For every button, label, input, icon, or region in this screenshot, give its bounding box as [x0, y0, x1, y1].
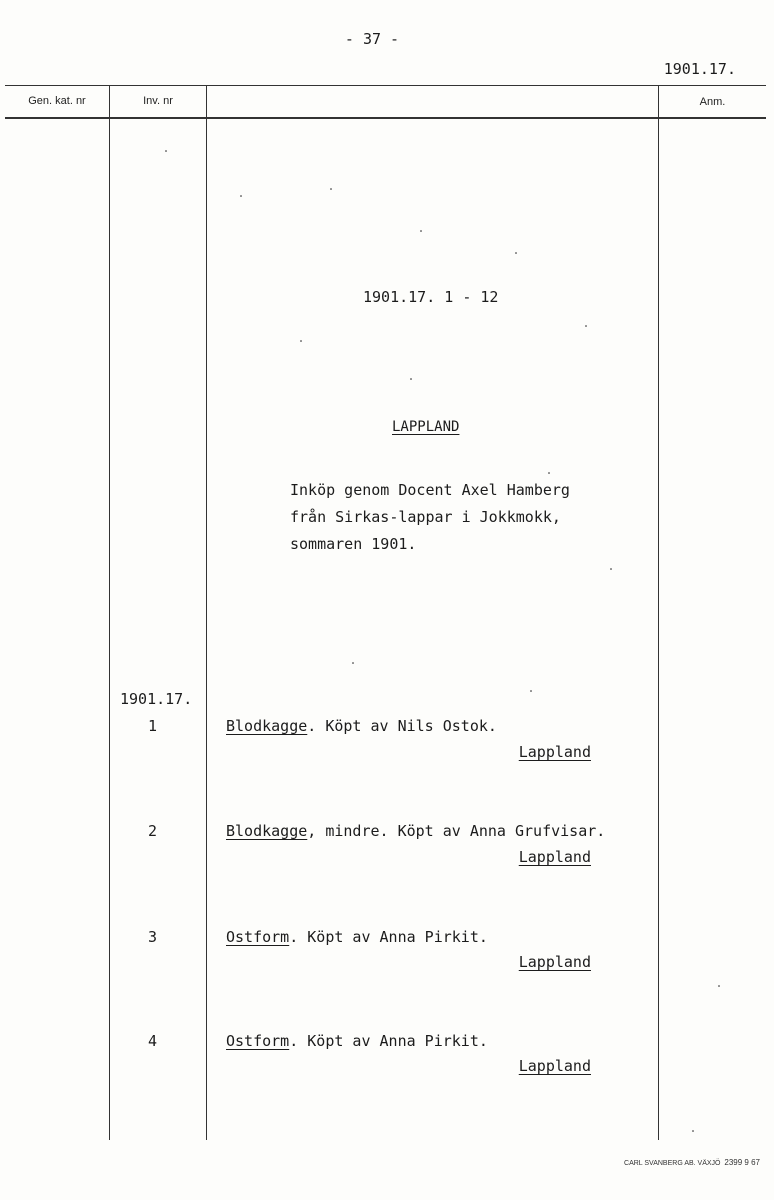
inventory-range: 1901.17. 1 - 12 — [363, 288, 499, 306]
printer-name: CARL SVANBERG AB. VÄXJÖ — [624, 1160, 721, 1167]
entry-number: 3 — [148, 928, 158, 946]
entry-text: . Köpt av Anna Pirkit. — [289, 1032, 488, 1050]
column-header-anm: Anm. — [699, 96, 726, 108]
header-bottom-rule — [5, 117, 766, 119]
column-divider-1 — [109, 86, 110, 1140]
entry-number: 1 — [148, 717, 158, 735]
column-header-gen-kat-nr: Gen. kat. nr — [28, 95, 86, 107]
form-code: 2399 9 67 — [724, 1158, 760, 1167]
acquisition-line-3: sommaren 1901. — [290, 535, 417, 553]
column-divider-3 — [658, 86, 659, 1140]
entry-place: Lappland — [518, 953, 591, 971]
acquisition-line-2: från Sirkas-lappar i Jokkmokk, — [290, 508, 561, 526]
catalog-number: 1901.17. — [663, 60, 736, 78]
object-name: Blodkagge — [226, 717, 308, 735]
entry-place: Lappland — [518, 743, 591, 761]
entry-description — [226, 717, 497, 735]
entry-description — [226, 928, 488, 946]
acquisition-line-1: Inköp genom Docent Axel Hamberg — [290, 481, 570, 499]
printer-imprint — [560, 1158, 760, 1167]
column-header-inv-nr: Inv. nr — [143, 95, 173, 107]
entry-place: Lappland — [518, 1057, 591, 1075]
object-name: Ostform — [226, 928, 290, 946]
header-top-rule — [5, 85, 766, 86]
entry-text: . Köpt av Anna Pirkit. — [289, 928, 488, 946]
entry-number: 2 — [148, 822, 158, 840]
entry-description — [226, 822, 605, 840]
entry-text: , mindre. Köpt av Anna Grufvisar. — [307, 822, 606, 840]
entry-place: Lappland — [518, 848, 591, 866]
entry-description — [226, 1032, 488, 1050]
column-divider-2 — [206, 86, 207, 1140]
entries-prefix: 1901.17. — [120, 690, 193, 708]
object-name: Blodkagge — [226, 822, 308, 840]
page-number: - 37 - — [344, 30, 400, 48]
region-heading: LAPPLAND — [392, 419, 460, 435]
entry-text: . Köpt av Nils Ostok. — [307, 717, 497, 735]
entry-number: 4 — [148, 1032, 158, 1050]
object-name: Ostform — [226, 1032, 290, 1050]
